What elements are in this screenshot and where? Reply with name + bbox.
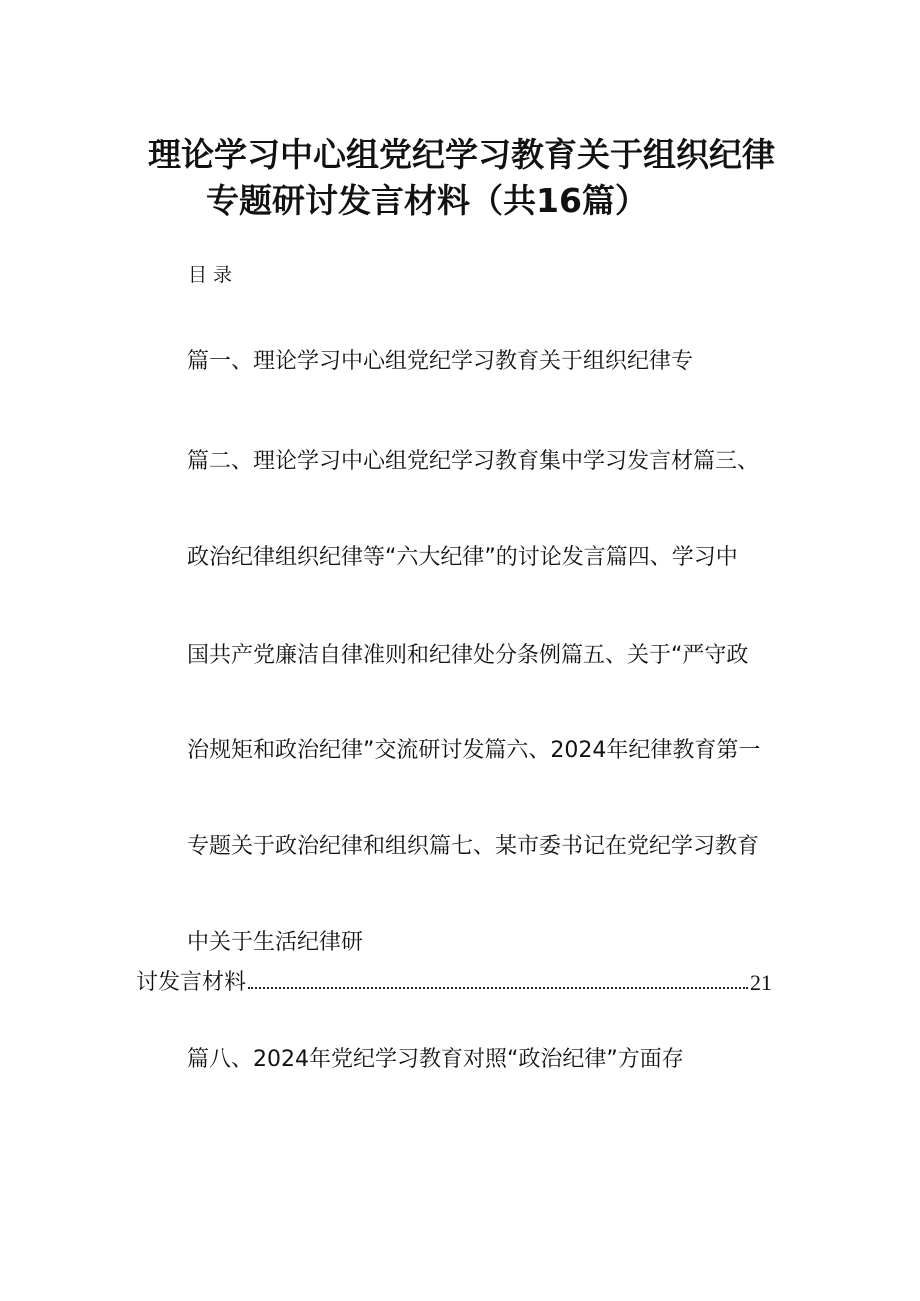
toc-line: 政治纪律组织纪律等“六大纪律”的讨论发言篇四、学习中 — [187, 545, 738, 570]
document-title-line-2: 专题研讨发言材料（共16篇） — [206, 181, 648, 220]
toc-line: 篇八、2024年党纪学习教育对照“政治纪律”方面存 — [187, 1047, 684, 1072]
toc-line: 治规矩和政治纪律”交流研讨发篇六、2024年纪律教育第一 — [187, 738, 761, 763]
toc-line: 专题关于政治纪律和组织篇七、某市委书记在党纪学习教育 — [187, 834, 760, 859]
toc-line: 国共产党廉洁自律准则和纪律处分条例篇五、关于“严守政 — [187, 643, 749, 668]
toc-entry-text: 讨发言材料 — [136, 970, 247, 995]
toc-line: 中关于生活纪律研 — [187, 930, 364, 955]
toc-line: 篇一、理论学习中心组党纪学习教育关于组织纪律专 — [187, 349, 694, 374]
toc-line: 篇二、理论学习中心组党纪学习教育集中学习发言材篇三、 — [187, 449, 760, 474]
document-title-line-1: 理论学习中心组党纪学习教育关于组织纪律 — [148, 135, 775, 174]
toc-page-number: 21 — [750, 970, 772, 995]
toc-entry-with-page[interactable] — [136, 968, 772, 994]
toc-heading: 目录 — [188, 264, 239, 286]
toc-dot-leader — [248, 987, 748, 989]
